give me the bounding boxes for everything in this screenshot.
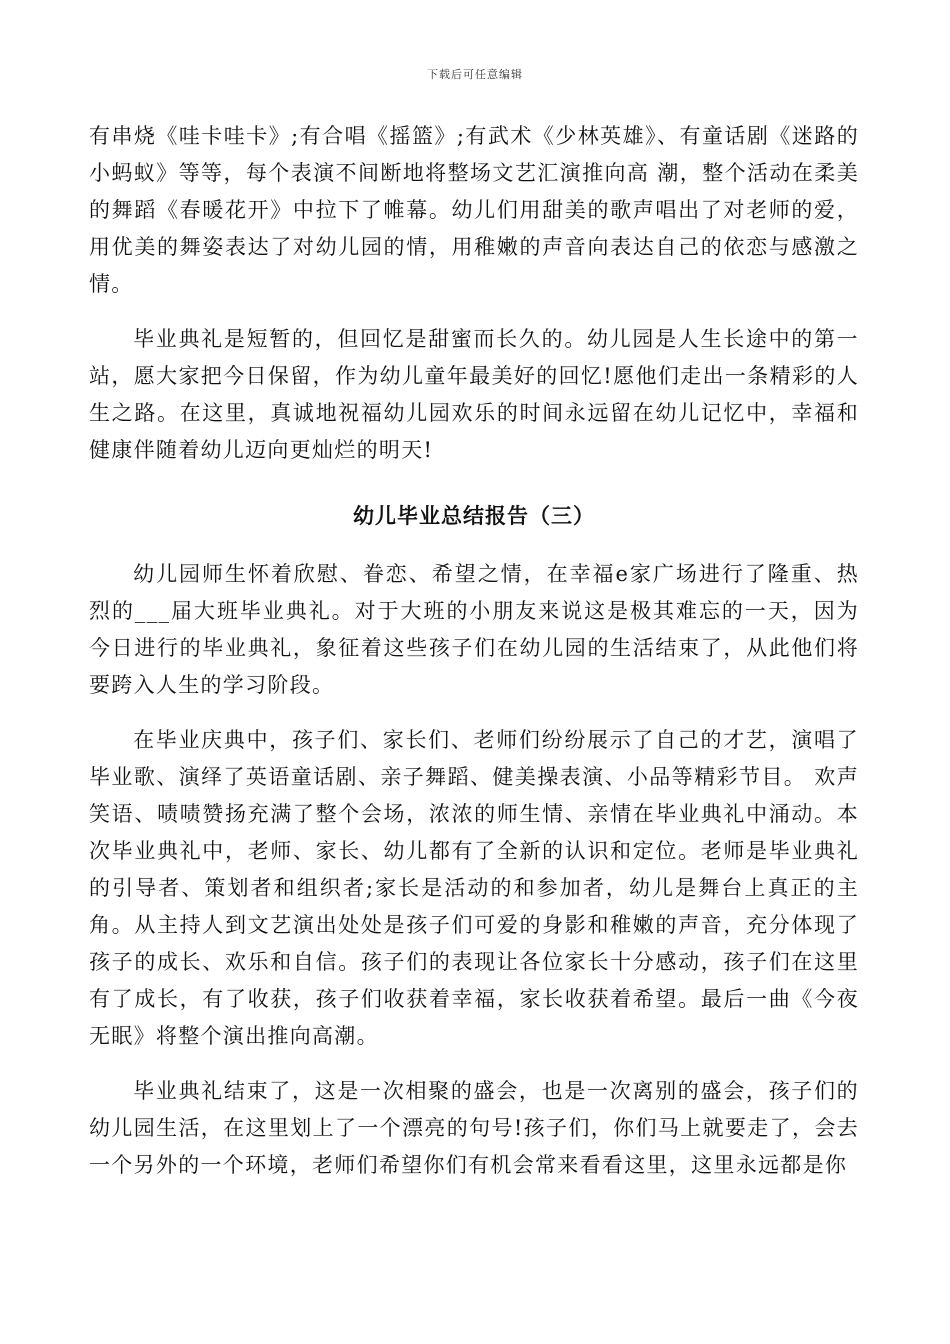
document-body [89, 118, 859, 1202]
paragraph: 有串烧《哇卡哇卡》;有合唱《摇篮》;有武术《少林英雄》、有童话剧《迷路的小蚂蚁》等等，每个表演不间断地将整场文艺汇演推向高 潮，整个活动在柔美的舞蹈《春暖花开》中拉下了帷幕。幼儿们用甜美的歌声唱出了对老师的爱，用优美的舞姿表达了对幼儿园的情，用稚嫩的声音向表达自己的依恋与感激之情。 [89, 124, 859, 296]
paragraph: 幼儿园师生怀着欣慰、眷恋、希望之情，在幸福e家广场进行了隆重、热烈的___届大班毕业典礼。对于大班的小朋友来说这是极其难忘的一天，因为今日进行的毕业典礼，象征着这些孩子们在幼儿园的生活结束了，从此他们将要跨入人生的学习阶段。 [89, 562, 859, 697]
section-title: 幼儿毕业总结报告（三） [353, 503, 595, 528]
paragraph: 在毕业庆典中，孩子们、家长们、老师们纷纷展示了自己的才艺，演唱了毕业歌、演绎了英语童话剧、亲子舞蹈、健美操表演、小品等精彩节目。 欢声笑语、啧啧赞扬充满了整个会场，浓浓的师生情、亲情在毕业典礼中涌动。本次毕业典礼中，老师、家长、幼儿都有了全新的认识和定位。老师是毕业典礼的引导者、策划者和组织者;家长是活动的和参加者，幼儿是舞台上真正的主角。从主持人到文艺演出处处是孩子们可爱的身影和稚嫩的声音，充分体现了孩子的成长、欢乐和自信。孩子们的表现让各位家长十分感动，孩子们在这里有了成长，有了收获，孩子们收获着幸福，家长收获着希望。最后一曲《今夜无眠》将整个演出推向高潮。 [89, 728, 859, 1048]
page-header: 下载后可任意编辑 [427, 68, 523, 81]
paragraph: 毕业典礼结束了，这是一次相聚的盛会，也是一次离别的盛会，孩子们的幼儿园生活，在这里划上了一个漂亮的句号!孩子们，你们马上就要走了，会去一个另外的一个环境，老师们希望你们有机会常来看看这里，这里永远都是你 [89, 1079, 859, 1177]
paragraph: 毕业典礼是短暂的，但回忆是甜蜜而长久的。幼儿园是人生长途中的第一站，愿大家把今日保留，作为幼儿童年最美好的回忆!愿他们走出一条精彩的人生之路。在这里，真诚地祝福幼儿园欢乐的时间永远留在幼儿记忆中，幸福和健康伴随着幼儿迈向更灿烂的明天! [89, 327, 859, 462]
